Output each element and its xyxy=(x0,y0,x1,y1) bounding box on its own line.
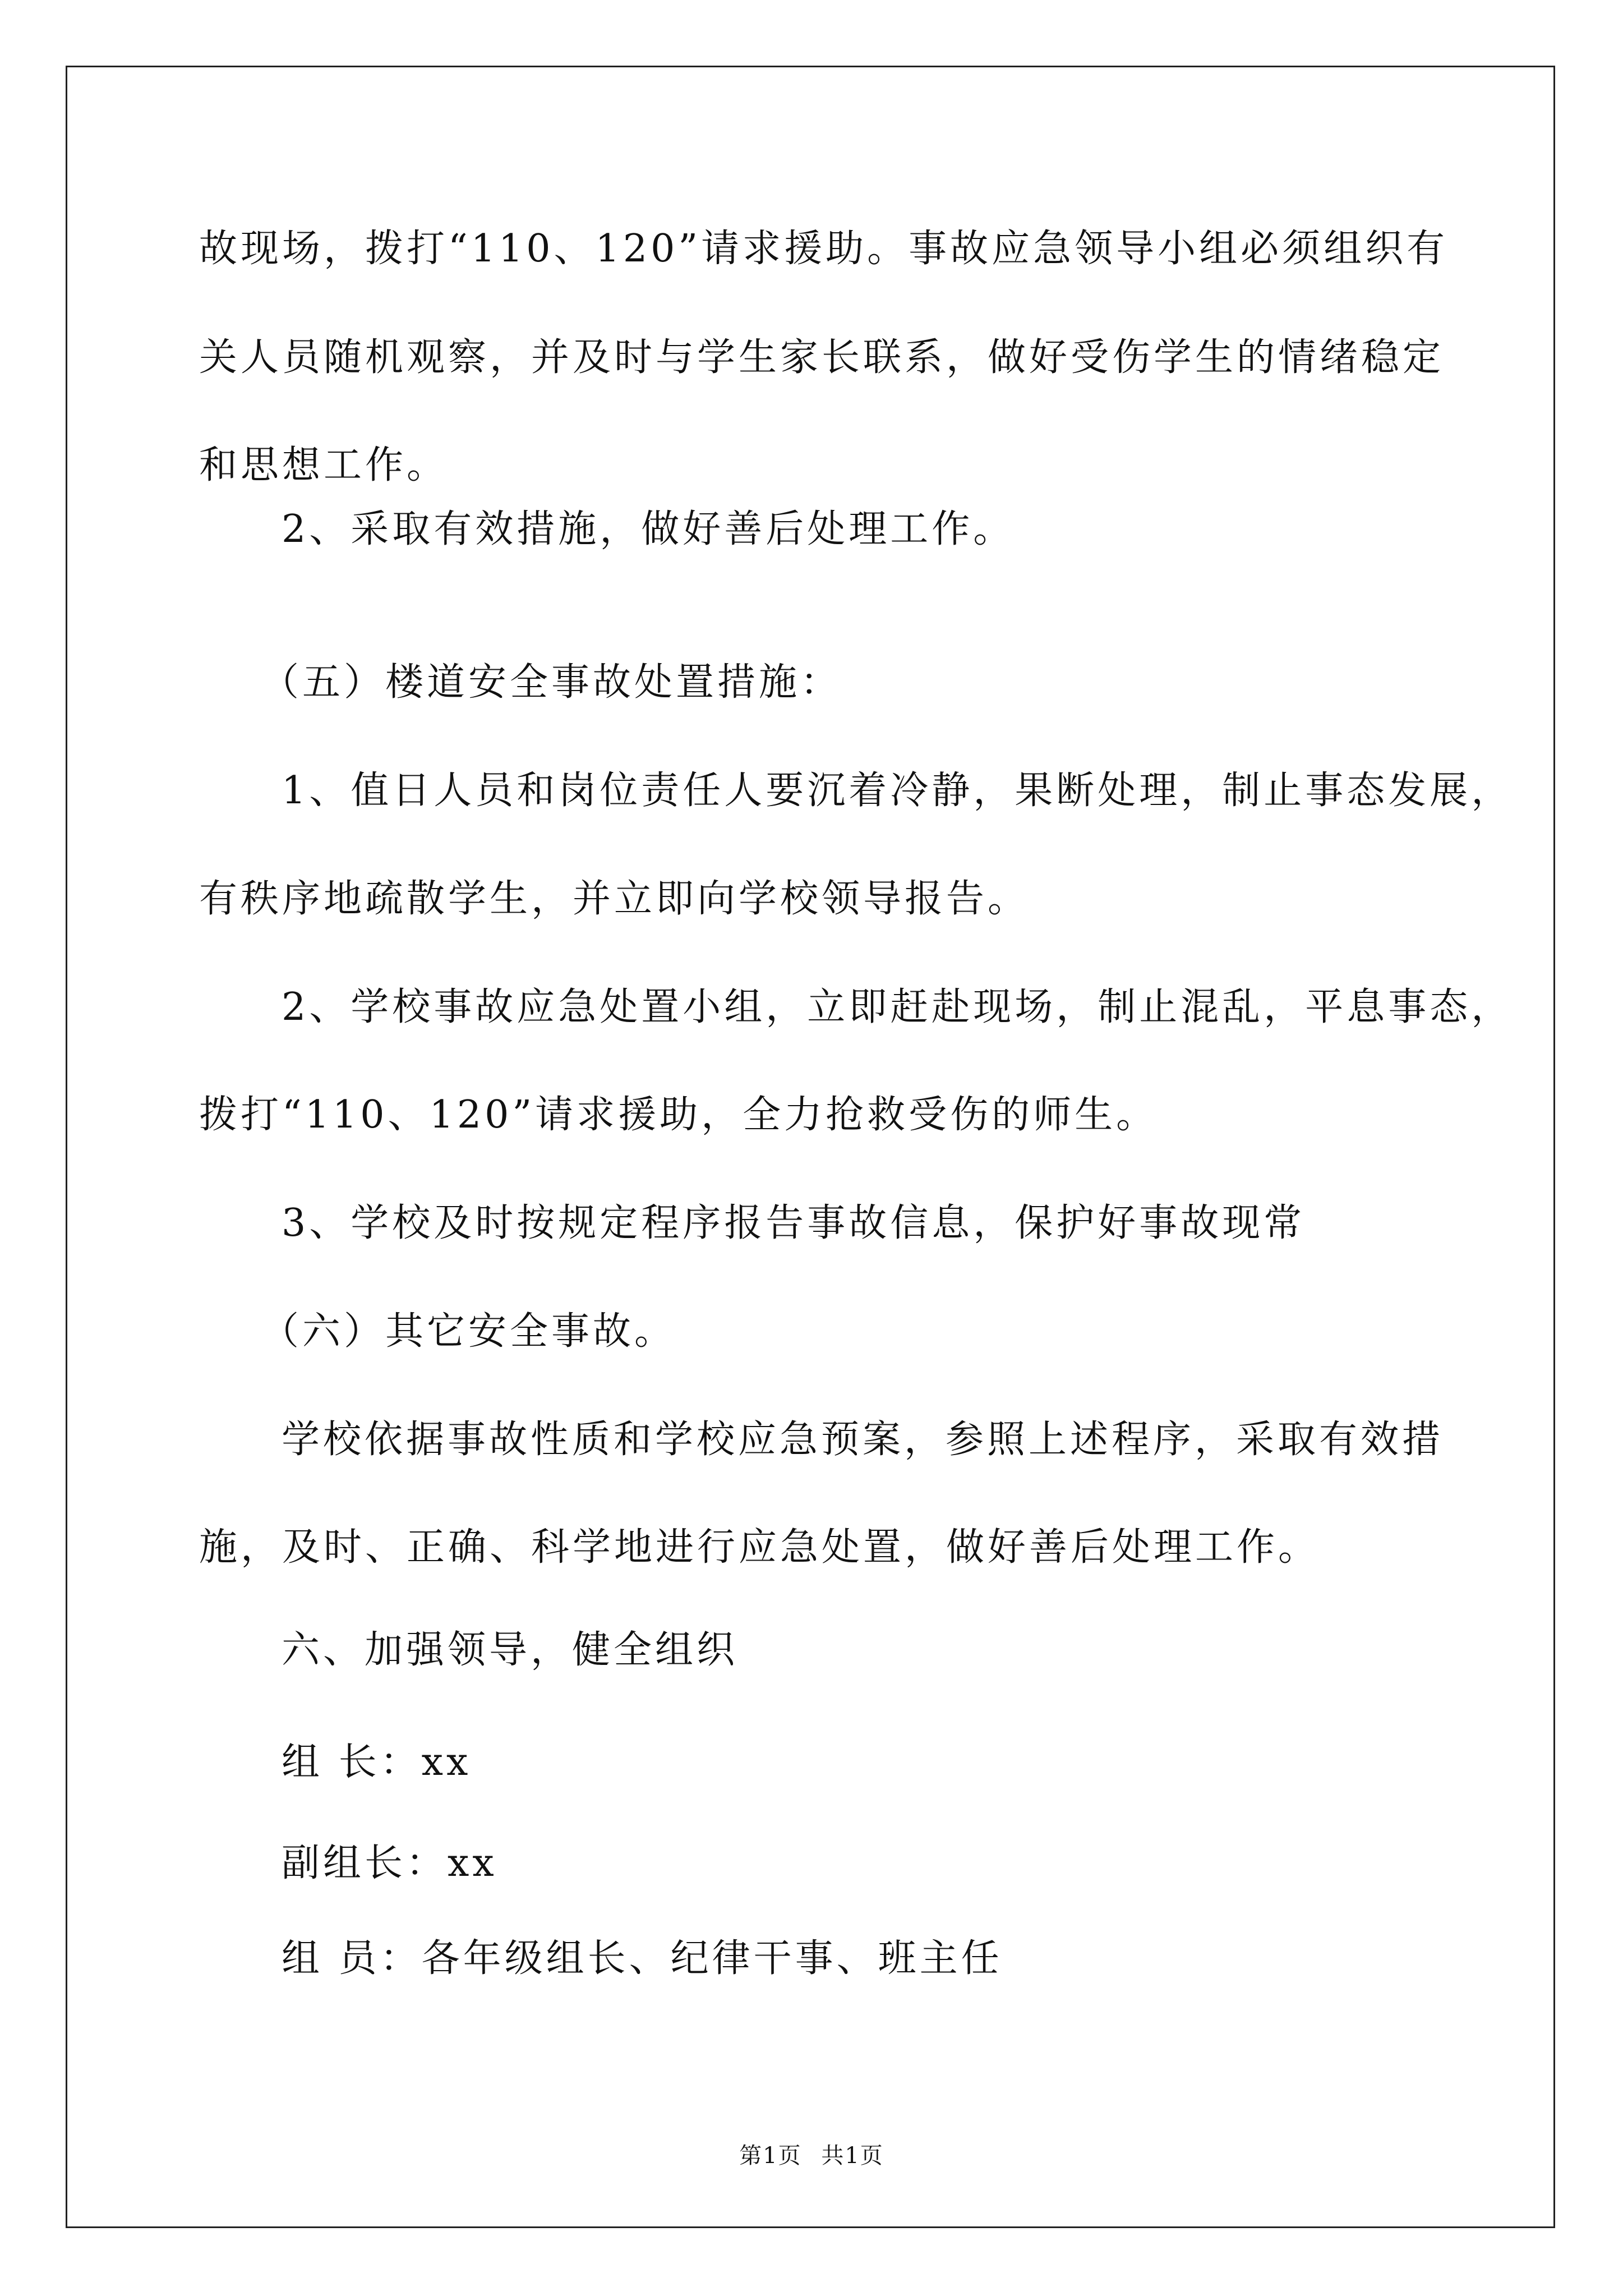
text-line-3: 和思想工作。 xyxy=(199,443,449,487)
text-line-12: 学校依据事故性质和学校应急预案，参照上述程序，采取有效措 xyxy=(282,1418,1444,1462)
text-line-4: 2、采取有效措施，做好善后处理工作。 xyxy=(282,507,1015,551)
text-line-1: 故现场，拨打“110、120”请求援助。事故应急领导小组必须组织有 xyxy=(199,227,1449,271)
page-total: 共1页 xyxy=(821,2143,884,2169)
text-line-9: 拨打“110、120”请求援助，全力抢救受伤的师生。 xyxy=(199,1093,1158,1137)
section-heading-6: （六）其它安全事故。 xyxy=(261,1309,676,1354)
text-line-6: 1、值日人员和岗位责任人要沉着冷静，果断处理，制止事态发展， xyxy=(282,769,1513,813)
page-footer xyxy=(0,2142,1623,2170)
deputy-leader-line: 副组长：xx xyxy=(282,1841,497,1885)
section-heading-5: （五）楼道安全事故处置措施： xyxy=(261,660,842,705)
text-line-10: 3、学校及时按规定程序报告事故信息，保护好事故现常 xyxy=(282,1201,1306,1245)
text-line-13: 施，及时、正确、科学地进行应急处置，做好善后处理工作。 xyxy=(199,1525,1320,1570)
page-border xyxy=(66,66,1555,2228)
page-number: 第1页 xyxy=(739,2143,802,2169)
section-heading-leadership: 六、加强领导，健全组织 xyxy=(282,1628,739,1672)
team-members-line: 组 员：各年级组长、纪律干事、班主任 xyxy=(282,1936,1003,1981)
text-line-2: 关人员随机观察，并及时与学生家长联系，做好受伤学生的情绪稳定 xyxy=(199,335,1445,380)
text-line-8: 2、学校事故应急处置小组，立即赶赴现场，制止混乱，平息事态， xyxy=(282,985,1513,1029)
team-leader-line: 组 长：xx xyxy=(282,1740,472,1784)
text-line-7: 有秩序地疏散学生，并立即向学校领导报告。 xyxy=(199,877,1030,921)
